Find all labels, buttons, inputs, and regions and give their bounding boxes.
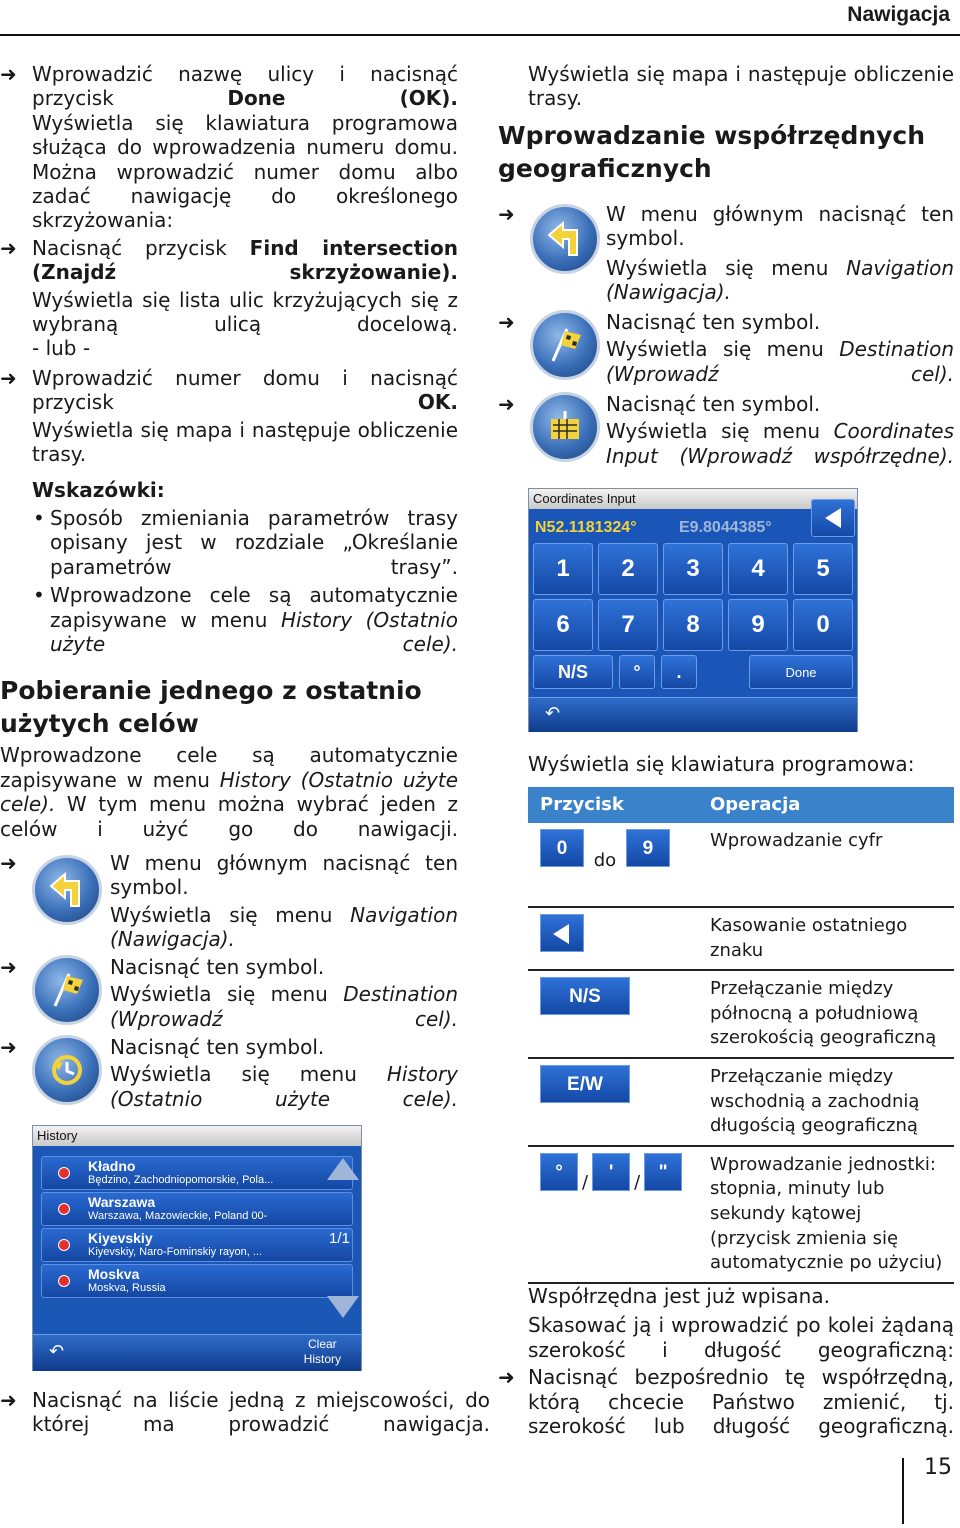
delete-arrow-icon	[825, 508, 841, 528]
key-9[interactable]: 9	[728, 599, 788, 651]
ew-key: E/W	[540, 1065, 630, 1103]
table-row: Kasowanie ostatniego znaku	[528, 907, 954, 970]
col-operation: Operacja	[698, 787, 954, 823]
step-select-place: ➜ Nacisnąć na liście jedną z miejscowości, do której ma prowadzić nawigacja.	[0, 1388, 490, 1437]
hints-title: Wskazówki:	[32, 477, 165, 502]
history-screenshot	[32, 1125, 362, 1371]
key-1[interactable]: 1	[533, 543, 593, 595]
coordinates-input-icon[interactable]	[530, 392, 600, 462]
done-button[interactable]: Done	[749, 655, 853, 689]
right-bottom-text: Współrzędna jest już wpisana. Skasować ją i wprowadzić po kolei żądaną szerokość i długość geograficzną: ➜ Nacisnąć bezpośrednio tę współrzędną, którą chcecie Państwo zmienić, tj. szerokość lub długość geograficzną.	[498, 1284, 954, 1438]
key-7[interactable]: 7	[598, 599, 658, 651]
key-6[interactable]: 6	[533, 599, 593, 651]
history-item[interactable]: Moskva Moskva, Russia	[41, 1264, 353, 1298]
history-menu-icon[interactable]	[32, 1035, 102, 1105]
back-arrow-icon: ↶	[49, 1341, 65, 1362]
hint-history: • Wprowadzone cele są automatycznie zapisywane w menu History (Ostatnio użyte cele).	[0, 583, 458, 656]
destination-flag-icon[interactable]	[32, 955, 102, 1025]
intersection-list-info: Wyświetla się lista ulic krzyżujących się z wybraną ulicą docelową.	[32, 287, 458, 337]
second-key: "	[644, 1153, 682, 1191]
table-row: ° / ' / " Wprowadzanie jednostki: stopnia, minuty lub sekundy kątowej (przycisk zmienia się automatycznie po użyciu)	[528, 1146, 954, 1283]
key-3[interactable]: 3	[663, 543, 723, 595]
right-column	[498, 62, 954, 185]
page-number-bar	[902, 1458, 904, 1524]
key-2[interactable]: 2	[598, 543, 658, 595]
route-calc-info-right: Wyświetla się mapa i następuje obliczenie trasy.	[528, 62, 954, 111]
right-step-coordinates: ➜ Nacisnąć ten symbol. Wyświetla się menu Coordinates Input (Wprowadź współrzędne).	[498, 392, 955, 468]
section-title: Nawigacja	[847, 3, 950, 26]
or-separator: - lub -	[32, 336, 91, 361]
key-8[interactable]: 8	[663, 599, 723, 651]
step-find-intersection: ➜ Nacisnąć przycisk Find intersection (Znajdź skrzyżowanie).	[0, 236, 458, 285]
coordinates-screen-title: Coordinates Input	[529, 489, 857, 509]
section-heading-coordinates: Wprowadzanie współrzędnych geograficznych	[498, 120, 926, 183]
col-button: Przycisk	[528, 787, 698, 823]
ns-key[interactable]: N/S	[533, 655, 613, 689]
destination-flag-icon[interactable]	[530, 310, 600, 380]
table-row: N/S Przełączanie między północną a południową szerokością geograficzną	[528, 970, 954, 1058]
digit-key-0: 0	[540, 829, 584, 867]
longitude-field[interactable]: E9.8044385°	[679, 519, 772, 536]
history-intro: Wprowadzone cele są automatycznie zapisywane w menu History (Ostatnio użyte cele). W tym menu można wybrać jeden z celów i użyć go do nawigacji.	[0, 743, 459, 841]
left-step-destination: ➜ Nacisnąć ten symbol. Wyświetla się menu Destination (Wprowadź cel).	[0, 955, 458, 1031]
dot-key[interactable]: .	[661, 655, 697, 689]
back-button[interactable]	[529, 697, 857, 732]
right-step-navigation: ➜ W menu głównym nacisnąć ten symbol. Wyświetla się menu Navigation (Nawigacja).	[498, 202, 954, 305]
keyboard-label: Wyświetla się klawiatura programowa:	[528, 752, 915, 776]
delete-arrow-icon	[553, 924, 569, 944]
navigation-menu-icon[interactable]	[530, 204, 600, 274]
key-5[interactable]: 5	[793, 543, 853, 595]
keys-table	[528, 787, 954, 1284]
delete-key	[540, 914, 584, 952]
section-heading-history: Pobieranie jednego z ostatnio użytych celów	[0, 676, 422, 739]
navigation-menu-icon[interactable]	[32, 855, 102, 925]
step-enter-house-number: ➜ Wprowadzić numer domu i nacisnąć przycisk OK.	[0, 366, 458, 415]
back-arrow-icon: ↶	[545, 703, 561, 724]
digit-key-9: 9	[626, 829, 670, 867]
step-enter-street: ➜ Wprowadzić nazwę ulicy i nacisnąć przycisk Done (OK).	[0, 62, 458, 111]
coordinates-screenshot	[528, 488, 858, 732]
key-0[interactable]: 0	[793, 599, 853, 651]
back-button[interactable]	[33, 1334, 361, 1371]
history-screen-title: History	[33, 1126, 361, 1146]
keyboard-info: Wyświetla się klawiatura programowa służąca do wprowadzenia numeru domu. Można wprowadzić numer domu albo zadać nawigację do określonego skrzyżowania:	[32, 110, 458, 233]
table-row: E/W Przełączanie między wschodnią a zachodnią długością geograficzną	[528, 1058, 954, 1146]
scroll-down-icon[interactable]	[327, 1296, 359, 1318]
page-header	[0, 0, 960, 36]
hint-route-params: • Sposób zmieniania parametrów trasy opisany jest w rozdziale „Określanie parametrów trasy”.	[0, 506, 458, 579]
degree-key: °	[540, 1153, 578, 1191]
degree-key[interactable]: °	[619, 655, 655, 689]
right-step-destination: ➜ Nacisnąć ten symbol. Wyświetla się menu Destination (Wprowadź cel).	[498, 310, 954, 386]
clear-history-button[interactable]: Clear History	[303, 1337, 341, 1366]
left-step-history: ➜ Nacisnąć ten symbol. Wyświetla się menu History (Ostatnio użyte cele).	[0, 1035, 459, 1111]
left-column	[0, 62, 458, 841]
left-step-navigation: ➜ W menu głównym nacisnąć ten symbol. Wyświetla się menu Navigation (Nawigacja).	[0, 851, 458, 952]
minute-key: '	[592, 1153, 630, 1191]
scroll-up-icon[interactable]	[327, 1158, 359, 1180]
history-item[interactable]: Warszawa Warszawa, Mazowieckie, Poland 00-	[41, 1192, 353, 1226]
table-row: 0 do 9 Wprowadzanie cyfr	[528, 823, 954, 907]
history-item[interactable]: Kiyevskiy Kiyevskiy, Naro-Fominskiy rayon, ...	[41, 1228, 353, 1262]
delete-key[interactable]	[811, 499, 855, 537]
page-number: 15	[924, 1455, 952, 1480]
history-item[interactable]: Kładno Będzino, Zachodniopomorskie, Pola...	[41, 1156, 353, 1190]
page-indicator: 1/1	[329, 1230, 350, 1247]
key-4[interactable]: 4	[728, 543, 788, 595]
ns-key: N/S	[540, 977, 630, 1015]
route-calc-info: Wyświetla się mapa i następuje obliczenie trasy.	[32, 417, 458, 467]
latitude-field[interactable]: N52.1181324°	[535, 519, 637, 536]
